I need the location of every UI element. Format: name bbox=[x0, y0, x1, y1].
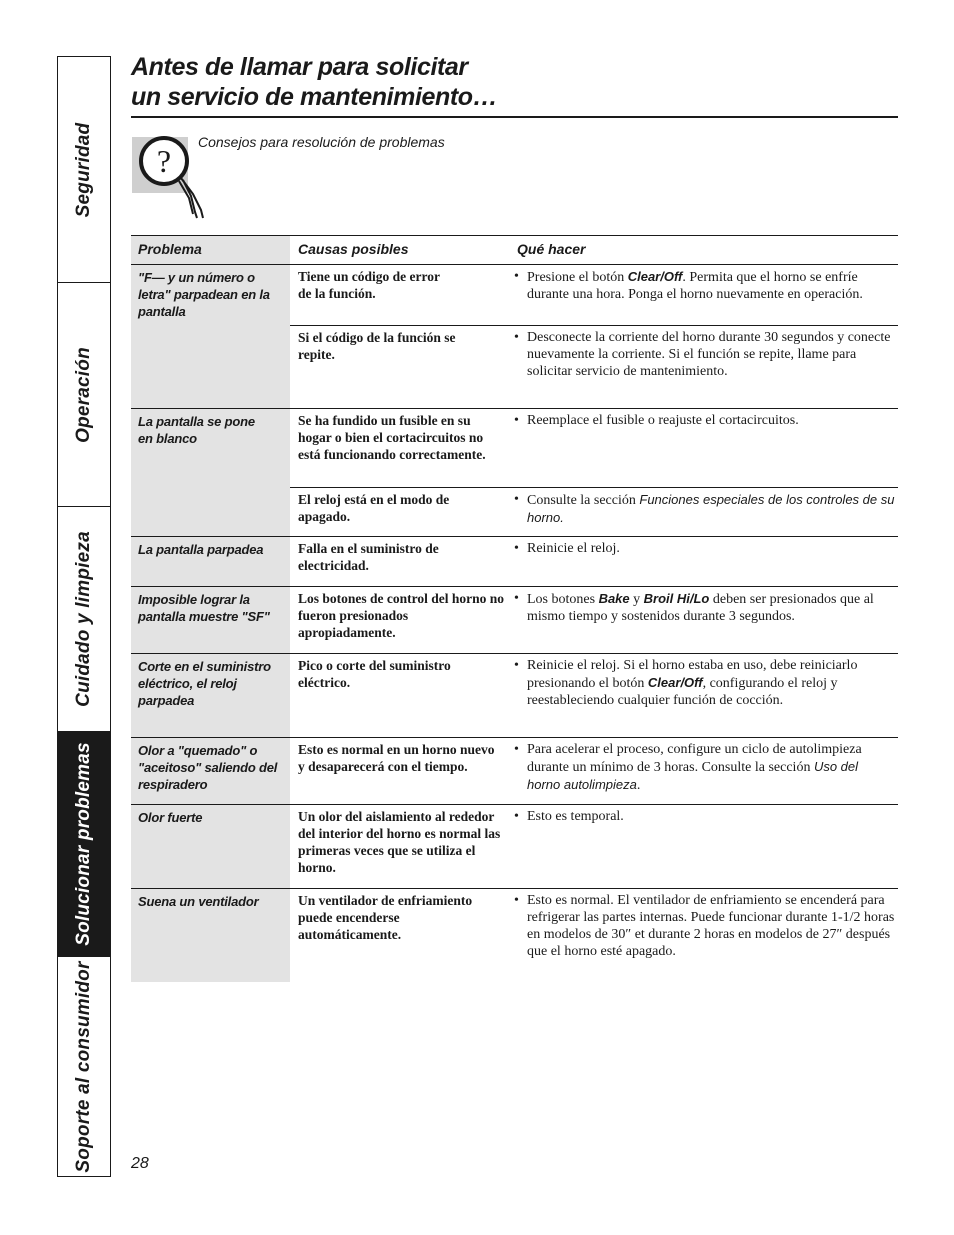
action-cell bbox=[509, 326, 898, 408]
side-tab-label: Cuidado y limpieza bbox=[73, 531, 94, 707]
section-reference-text: Uso del horno autolimpieza bbox=[527, 759, 859, 792]
action-cell bbox=[509, 738, 898, 804]
page-title bbox=[131, 52, 901, 112]
table-row bbox=[131, 805, 898, 889]
side-tab-label: Solucionar problemas bbox=[73, 742, 94, 946]
side-tab-cuidado-y-limpieza[interactable] bbox=[58, 507, 110, 732]
problem-cell: Olor a "quemado" o "aceitoso" saliendo del respiradero bbox=[131, 738, 290, 804]
cause-cell: Un olor del aislamiento al rededor del interior del horno es normal las primeras veces que se utiliza el horno. bbox=[298, 809, 501, 875]
side-tab-soporte-al-consumidor[interactable] bbox=[58, 957, 110, 1176]
problem-cell: Olor fuerte bbox=[131, 805, 290, 888]
cause-cell: Los botones de control del horno no fueron presionados apropiadamente. bbox=[298, 591, 505, 640]
page-title-line-1: Antes de llamar para solicitar bbox=[131, 53, 468, 81]
side-tab-seguridad[interactable] bbox=[58, 57, 110, 283]
cause-cell: Si el código de la función se repite. bbox=[298, 330, 456, 362]
action-text: Esto es temporal. bbox=[527, 809, 624, 824]
table-row bbox=[131, 889, 898, 982]
table-row bbox=[131, 409, 898, 537]
title-divider bbox=[131, 116, 898, 118]
action-text: Consulte la sección bbox=[527, 493, 640, 508]
action-text: Presione el botón bbox=[527, 270, 628, 285]
action-cell bbox=[509, 265, 898, 325]
action-text: Los botones bbox=[527, 592, 599, 607]
side-tab-solucionar-problemas[interactable] bbox=[58, 732, 110, 957]
action-text: Reemplace el fusible o reajuste el cortacircuitos. bbox=[527, 413, 799, 428]
cause-cell: Pico o corte del suministro eléctrico. bbox=[298, 658, 451, 690]
side-tab-label: Operación bbox=[73, 346, 94, 443]
problem-cell: La pantalla parpadea bbox=[131, 537, 290, 586]
svg-text:?: ? bbox=[156, 143, 172, 179]
action-text: . Permita que el horno se enfríe durante una hora. Ponga el horno nuevamente en operación. bbox=[527, 270, 863, 302]
table-row bbox=[131, 265, 898, 409]
page-number: 28 bbox=[131, 1155, 149, 1172]
action-cell bbox=[509, 654, 898, 737]
page-title-line-2: un servicio de mantenimiento… bbox=[131, 83, 498, 111]
cause-cell: Tiene un código de error de la función. bbox=[298, 269, 440, 301]
side-tab-label: Seguridad bbox=[73, 122, 94, 217]
problem-cell: Imposible lograr la pantalla muestre "SF" bbox=[131, 587, 290, 653]
action-text: Para acelerar el proceso, configure un ciclo de autolimpieza durante un mínimo de 3 horas. Consulte la sección bbox=[527, 742, 862, 775]
action-cell bbox=[509, 537, 898, 586]
header-action: Qué hacer bbox=[517, 241, 586, 257]
action-cell bbox=[509, 488, 898, 536]
problem-cell: Corte en el suministro eléctrico, el reloj parpadea bbox=[131, 654, 290, 737]
table-row bbox=[131, 738, 898, 805]
action-cell bbox=[509, 409, 898, 487]
section-reference-text: Funciones especiales de los controles de su horno. bbox=[527, 492, 895, 525]
cause-cell: Esto es normal en un horno nuevo y desaparecerá con el tiempo. bbox=[298, 742, 495, 774]
action-text: Esto es normal. El ventilador de enfriamiento se encenderá para refrigerar las partes internas. Puede funcionar durante 1-1/2 horas en modelos de 30″ et durante 2 horas en modelos de 27″ después que el horno esté apagado. bbox=[527, 893, 895, 959]
action-text: Desconecte la corriente del horno durante 30 segundos y conecte nuevamente la corriente. Si el función se repite, llame para solicitar servicio de mantenimiento. bbox=[527, 330, 891, 379]
action-text: deben ser presionados que al mismo tiempo y sostenidos durante 3 segundos. bbox=[527, 592, 874, 624]
problem-cell: La pantalla se pone en blanco bbox=[131, 409, 290, 536]
cause-cell: Un ventilador de enfriamiento puede encenderse automáticamente. bbox=[298, 893, 473, 942]
action-text: Reinicie el reloj. bbox=[527, 541, 620, 556]
action-text: . bbox=[636, 778, 641, 793]
button-name-text: Bake bbox=[598, 591, 630, 606]
action-text: Reinicie el reloj. Si el horno estaba en uso, debe reiniciarlo presionando el botón bbox=[527, 658, 858, 691]
cause-cell: Falla en el suministro de electricidad. bbox=[298, 541, 439, 573]
action-cell bbox=[509, 587, 898, 653]
cause-cell: Se ha fundido un fusible en su hogar o bien el cortacircuitos no está funcionando correctamente. bbox=[298, 413, 486, 462]
button-name-text: Broil Hi/Lo bbox=[643, 591, 710, 606]
table-header-row bbox=[131, 236, 898, 265]
table-row bbox=[131, 587, 898, 654]
troubleshooting-table bbox=[131, 235, 898, 982]
side-tab-nav bbox=[57, 56, 111, 1177]
side-tab-label: Soporte al consumidor bbox=[73, 960, 94, 1173]
action-text: y bbox=[629, 592, 644, 607]
header-problem: Problema bbox=[131, 236, 290, 264]
button-name-text: Clear/Off bbox=[647, 675, 703, 690]
button-name-text: Clear/Off bbox=[627, 269, 683, 284]
side-tab-operacion[interactable] bbox=[58, 283, 110, 507]
problem-cell: Suena un ventilador bbox=[131, 889, 290, 982]
action-cell bbox=[509, 805, 898, 888]
header-causes: Causas posibles bbox=[298, 241, 409, 257]
cause-cell: El reloj está en el modo de apagado. bbox=[298, 492, 450, 524]
problem-cell: "F— y un número o letra" parpadean en la pantalla bbox=[131, 265, 290, 408]
action-cell bbox=[509, 889, 898, 982]
table-row bbox=[131, 537, 898, 587]
table-row bbox=[131, 654, 898, 738]
action-text: , configurando el reloj y reestableciendo cualquier función de cocción. bbox=[527, 676, 838, 708]
tips-caption: Consejos para resolución de problemas bbox=[198, 134, 445, 150]
